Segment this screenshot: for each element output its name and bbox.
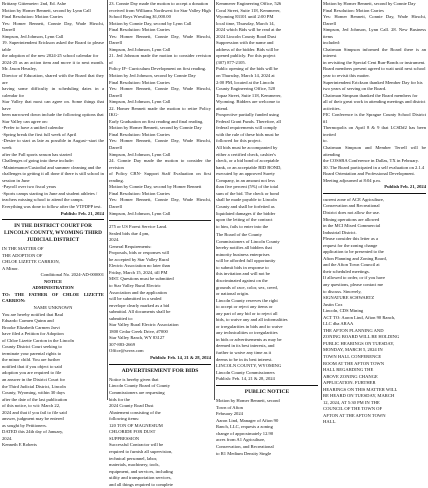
- text-line: 23. Connie Day made the motion to accept a donation: [109, 1, 208, 6]
- text-line: to R1 Medium Density Single: [216, 450, 272, 456]
- notice-divider: [216, 385, 318, 386]
- board-minutes-continued: [2, 1, 104, 211]
- text-line: having some difficulty in scheduling dates in a calendar for: [2, 86, 104, 98]
- publish-line: Publish: Feb. 14, 21 & 28, 2024: [150, 354, 211, 360]
- text-line: Thermopolis on April 8 & 9 that LCSD#2 has been invited: [323, 125, 426, 137]
- text-line: 12, 2024, AT 5:30 PM IN THE: [323, 399, 380, 405]
- text-line: grounds of race, color, sex, creed,: [216, 284, 278, 290]
- text-line: adoption you are required to file: [2, 370, 62, 376]
- text-line: ABOVE ZONING CHANGE: [323, 373, 378, 379]
- text-line: HEARINGS ON THIS MATTER WILL: [323, 386, 398, 392]
- text-line: Star Valley Ranch, WY 83127: [109, 335, 165, 341]
- text-line: bids for the: [109, 396, 130, 402]
- text-line: -Maintenance/Custodial and summer cleaning and the: [2, 164, 102, 170]
- bid-requirements: [109, 224, 211, 355]
- text-line: 2024.: [2, 435, 13, 441]
- text-line: Final Resolution: Motion Carries: [109, 79, 170, 85]
- text-line: received from Williams Northwest for Star Valley High: [109, 7, 211, 13]
- text-line: following items:: [109, 416, 140, 422]
- text-line: year to revisit this matter.: [323, 73, 370, 79]
- text-line: LLC dba ARAA: [323, 321, 354, 327]
- text-line: Challenges of going into these include:: [2, 158, 74, 164]
- text-line: Commissioners of Lincoln County: [216, 238, 280, 244]
- bid-conditions: [216, 232, 318, 383]
- text-line: 2024 which Bids will be read at the: [216, 27, 282, 33]
- text-line: The Board of the County: [216, 232, 262, 238]
- text-line: Office@svrea.com: [109, 348, 144, 354]
- case-number: Conditional No. 2024-AD-000001: [40, 272, 104, 278]
- text-line: further to waive any time as it: [216, 349, 272, 355]
- text-line: February 2024: [216, 411, 243, 417]
- text-line: discriminated against on the: [216, 277, 268, 283]
- text-line: after the Fall sports season has started: [2, 151, 72, 157]
- text-line: Simpson, Jed Johnson, Lynn Call. 28. New Business items: [323, 27, 426, 39]
- text-line: current zone of ACE Agriculture,: [323, 196, 385, 202]
- text-line: local time, Thursday, March 14,: [216, 20, 275, 26]
- text-line: PUBLIC HEARINGS ON TUESDAY,: [323, 340, 395, 346]
- text-line: session in June: [2, 177, 30, 183]
- text-line: 24. Connie Day made the motion to consider the revision: [109, 158, 211, 170]
- text-line: County District Court seeking to: [2, 344, 62, 350]
- text-line: Final Resolution: Motion Carries: [323, 7, 384, 13]
- text-line: in the MCI Mixed Commercial: [323, 223, 381, 229]
- text-line: and the Afton Town Council at: [323, 262, 380, 268]
- advertisement-body: [109, 377, 211, 488]
- text-line: attend.: [216, 105, 229, 111]
- text-line: THE AFTON PLANNING AND: [323, 327, 384, 333]
- text-line: included:: [323, 40, 341, 46]
- text-line: Motion by Connie Day, second by Lynn Call: [109, 20, 192, 26]
- text-line: Brittany Gittemeier: 2nd, Ed. Ashe: [2, 1, 67, 6]
- text-line: SUPPRESSION: [109, 435, 140, 441]
- text-line: Motion by Jed Johnson, second by Connie Day: [109, 73, 196, 79]
- board-motions: [109, 1, 211, 217]
- text-line: COUNCIL OF THE TOWN OF: [323, 406, 383, 412]
- text-line: Star Valley Rural Electric Association: [109, 322, 179, 328]
- text-line: deemed in its best interests, and: [216, 343, 275, 349]
- text-line: to him, fails to enter into the: [216, 223, 269, 229]
- text-line: Simpson, Jed Johnson, Lynn Call: [109, 210, 171, 216]
- text-line: Motion by Homer Bennett, second by Lynn Call: [2, 7, 91, 13]
- public-notice-title: PUBLIC NOTICE: [244, 388, 290, 395]
- text-line: bids, to waive any and all informalities: [216, 317, 288, 323]
- text-line: CHLOE LIZETTE CARRION,: [2, 259, 60, 265]
- text-line: Meeting adjourned at 8:04 p.m.: [323, 177, 381, 183]
- text-line: 21. Jed Johnson made the motion to consider revision of: [109, 53, 211, 65]
- column-2: [109, 0, 211, 487]
- text-line: Chairman Simpson and Member Terrell will be attending: [323, 145, 426, 157]
- text-line: in bids or advertisements as may be: [216, 336, 282, 342]
- board-new-business: [323, 1, 426, 184]
- notice-divider: [109, 364, 211, 365]
- text-line: minority business enterprises: [216, 251, 270, 257]
- text-line: have filed a Petition for Adoption: [2, 331, 64, 337]
- text-line: Yes: Homer Bennett, Connie Day, Wade Hirschi, Darrell: [323, 14, 426, 26]
- column-divider-3: [321, 0, 322, 400]
- text-line: Yes: Homer Bennett, Connie Day, Wade Hirschi, Darrell: [109, 197, 211, 209]
- text-line: CHLORIDE FOR DUST: [109, 429, 156, 435]
- text-line: Simpson, Jed Johnson, Lynn Call: [109, 151, 171, 157]
- matter-caption: [2, 246, 104, 272]
- text-line: IN THE MATTER OF: [2, 246, 44, 252]
- text-line: ACT TO: Aaron Lind, Afton 90 Ranch,: [323, 314, 396, 320]
- text-line: of Policy CBN- Support Staff Evaluation on first reading.: [109, 171, 211, 183]
- text-line: submitted to:: [109, 315, 134, 321]
- text-line: required to furnish all supervision,: [109, 448, 173, 454]
- publish-line: Publish: Feb. 21, 2024: [60, 210, 104, 216]
- text-line: Prospective partially funded using: [216, 112, 279, 118]
- text-line: ROOM AT THE AFTON TOWN: [323, 360, 385, 366]
- text-line: an answer in the District Court for: [2, 376, 66, 382]
- text-line: the Third Judicial District, Lincoln: [2, 383, 66, 389]
- text-line: Yes: Homer Bennett, Connie Day, Wade Hirschi, Darrell: [109, 138, 211, 151]
- text-line: Yes: Homer Bennett, Connie Day, Wade Hirschi, Darrell: [109, 33, 211, 46]
- text-line: Lincoln County Board of County: [109, 383, 170, 389]
- text-line: Aaron Lind, Manager of Afton 90: [216, 417, 279, 423]
- text-line: Federal Grant Funds. Therefore, all: [216, 118, 281, 124]
- text-line: 22. Homer Bennett made the motion to retire Policy IKG-: [109, 105, 211, 118]
- text-line: activities.: [323, 105, 341, 111]
- text-line: Final Resolution: Motion Carries: [2, 14, 63, 20]
- text-line: Town of Afton: [216, 404, 243, 410]
- text-line: the minor child. You are further: [2, 357, 61, 363]
- text-line: APPLICATION. FURTHER: [323, 380, 376, 386]
- text-line: request for the zoning change: [323, 242, 378, 248]
- text-line: Association and the application: [109, 289, 167, 295]
- text-line: application to be presented to the: [323, 249, 384, 255]
- text-line: of this notice, to wit: March 22,: [2, 403, 61, 409]
- text-line: 2024 Lincoln County Road Dust: [216, 33, 276, 39]
- text-line: Mining operations are allowed: [323, 216, 380, 222]
- text-line: check, or a bid bond of acceptable: [216, 158, 279, 164]
- text-line: Publish: Feb. 14, 21 & 28, 2024: [216, 376, 275, 382]
- text-line: 120 TON OF MAGNESIUM: [109, 422, 163, 428]
- text-line: Wyoming 83101 until 2:00 PM: [216, 14, 274, 20]
- text-line: either a certified check, cashier's: [216, 151, 276, 157]
- text-line: Final Resolution: Motion Carries: [109, 190, 170, 196]
- notice-divider: [323, 193, 426, 194]
- text-line: will be afforded full opportunity: [216, 258, 276, 264]
- text-line: A Minor.: [2, 265, 19, 271]
- text-line: Conservation, and Recreational: [216, 443, 274, 449]
- text-line: followed for this project.: [216, 138, 262, 144]
- text-line: address of the bidder. Bids will be: [216, 46, 279, 52]
- text-line: to discuss. Sincerely,: [323, 288, 362, 294]
- court-notice-title: IN THE DISTRICT COURT FOR LINCOLN COUNTY, WYOMING THIRD JUDICIAL DISTRICT: [4, 223, 102, 244]
- text-line: School Boys Wrestling $1,000.00: [109, 14, 171, 20]
- text-line: or irregularities in bids and to waive: [216, 323, 283, 329]
- text-line: any technicalities or irregularities: [216, 330, 278, 336]
- text-line: -Desire to start as late as possible in August--start the week: [2, 138, 104, 151]
- text-line: of Chloe Lizette Carrion in the Lincoln: [2, 337, 74, 343]
- text-line: Yes: Homer Bennett, Connie Day, Wade Hirschi, Darrell: [109, 86, 211, 98]
- column-3: [216, 0, 318, 456]
- text-line: (307) 877-2105.: [216, 59, 246, 65]
- text-line: BE HEARD ON TUESDAY, MARCH: [323, 393, 395, 399]
- text-line: ZONING BOARD WILL BE HOLDING: [323, 334, 400, 340]
- text-line: Lincoln, CDS Mining: [323, 308, 364, 314]
- text-line: to.: [323, 138, 328, 144]
- text-line: 2:00 PM, located at the Lincoln: [216, 79, 275, 85]
- text-line: two years of serving on the Board.: [323, 86, 387, 92]
- text-line: bank, or an acceptable BID BOND,: [216, 164, 282, 170]
- column-divider-1: [107, 0, 108, 400]
- text-line: Topaz Street, Suite 118, Kemmerer,: [216, 92, 282, 98]
- text-line: after the date of the last publication: [2, 396, 68, 402]
- text-line: MONDAY, MARCH 5, 2024 IN: [323, 347, 383, 353]
- notice-subheading: ADMINISTRATION: [32, 285, 74, 291]
- text-line: -Sports camps starting in June and student athletes /: [2, 190, 98, 196]
- text-line: be accepted by Star Valley Rural: [109, 256, 169, 262]
- text-line: all of their great work in attending meetings and district: [323, 99, 426, 105]
- text-line: HALL REGARDING THE: [323, 367, 374, 373]
- text-line: County, Wyoming, within 30 days: [2, 390, 65, 396]
- text-line: -Payroll over two fiscal years: [2, 184, 57, 190]
- text-line: District does not allow the use.: [323, 209, 380, 215]
- text-line: 19. Superintendent Erickson asked the Board to please table: [2, 40, 104, 52]
- text-line: this invitation and will not be: [216, 271, 270, 277]
- text-line: Wyoming. Bidders are welcome to: [216, 99, 280, 105]
- text-line: Coral Street, Suite 118, Kemmerer,: [216, 7, 281, 13]
- text-line: THE ADOPTION OF: [2, 252, 43, 258]
- text-line: Everything was done to follow after the VTFDPP test.: [2, 203, 102, 209]
- text-line: Electric Association no later than: [109, 263, 170, 269]
- column-1: [2, 0, 104, 448]
- text-line: Motion by Homer Bennett, second by Connie Day: [323, 1, 416, 6]
- text-line: County Engineering Office, 520: [216, 86, 276, 92]
- text-line: If allowed to order, or if you have: [323, 275, 386, 281]
- text-line: Final Resolution: Motion Carries: [109, 131, 170, 137]
- text-line: opened publicly. For this project: [216, 53, 276, 59]
- text-line: Final Resolution: Motion Carries: [109, 27, 170, 33]
- text-line: materials, machinery, tools,: [109, 462, 160, 468]
- text-line: Policy IF- Curriculum Development on first reading.: [109, 66, 207, 72]
- text-line: Sealed bids due 4 pm,: [109, 230, 150, 236]
- text-line: their scheduled meetings.: [323, 268, 370, 274]
- text-line: deems to be in its best interest.: [216, 356, 273, 362]
- text-line: Justin Cox: [323, 301, 343, 307]
- text-line: AFTON AT THE AFTON TOWN: [323, 412, 386, 418]
- text-line: Motion by Connie Day, second by Homer Bennett: [109, 184, 202, 190]
- text-line: 307-883-2669: [109, 341, 136, 347]
- text-line: Motion by Homer Bennett, second: [216, 398, 280, 404]
- public-notice-body: [216, 398, 318, 457]
- text-line: on Thursday, March 14, 2024 at: [216, 73, 275, 79]
- text-line: Yes: Homer Bennett, Connie Day, Wade Hirschi, Darrell: [2, 20, 104, 33]
- text-line: executed by an approved Surety: [216, 171, 275, 177]
- text-line: in revisiting the Special Cent Run-Bonds or instrument.: [323, 59, 426, 65]
- text-line: sum of the bid. The check or bond: [216, 190, 279, 196]
- text-line: County and shall be forfeited as: [216, 203, 275, 209]
- text-line: any part of any bid or to reject all: [216, 310, 278, 316]
- text-line: the COSSBA Conference in Dallas, TX in February.: [323, 158, 419, 164]
- text-line: 30. The Board participated in a self evaluation on 2.1.4: [323, 164, 425, 170]
- text-line: been narrowed down include the following options that: [2, 112, 104, 118]
- section-divider: [109, 220, 211, 221]
- text-line: -Spring break the first full week of April: [2, 131, 77, 137]
- text-line: 2024 County Road Dust: [109, 403, 154, 409]
- text-line: Chairman Simpson thanked the Board members for: [323, 92, 418, 98]
- text-line: Director of Education, shared with the Board that they are: [2, 73, 104, 85]
- text-line: answer, judgment may be entered: [2, 416, 64, 422]
- text-line: hereby notifies all bidders that: [216, 245, 272, 251]
- text-line: Board Orientation and Professional Development.: [323, 171, 415, 177]
- text-line: to accept or reject any items or: [216, 304, 273, 310]
- text-line: challenges to getting it all done if there is still school in: [2, 171, 104, 177]
- text-line: 2024 and that if you fail to file said: [2, 409, 67, 415]
- column-4: [323, 0, 426, 425]
- text-line: shall be made payable to Lincoln: [216, 197, 277, 203]
- column-divider-2: [214, 0, 215, 400]
- text-line: teachers missing school to attend the camps.: [2, 197, 84, 203]
- text-line: Lincoln County Commissioners: [216, 369, 275, 375]
- text-line: the adoption of the new 2024-25 school calendar for: [2, 53, 99, 59]
- text-line: to Star Valley Rural Electric: [109, 282, 161, 288]
- text-line: PIC Conference is the Sprague County School District #1: [323, 112, 426, 124]
- text-line: as sought by Petitioners.: [2, 422, 47, 428]
- text-line: any questions, please contact me: [323, 281, 384, 287]
- text-line: Conservation and Recreational: [323, 203, 380, 209]
- text-line: Simpson, Jed Johnson, Lynn Call: [2, 33, 64, 39]
- text-line: Lincoln County reserves the right: [216, 297, 278, 303]
- text-line: 1800 Cedar Creek Drive, #7000: [109, 328, 168, 334]
- text-line: All bids must be accompanied by: [216, 145, 278, 151]
- text-line: Industrial District.: [323, 229, 357, 235]
- text-line: Star Valley can agree on:: [2, 118, 48, 124]
- text-line: and all things required to complete: [109, 481, 173, 487]
- text-line: Suppression with the name and: [216, 40, 274, 46]
- zoning-request-body: [323, 197, 426, 426]
- text-line: technical personnel, labor,: [109, 455, 158, 461]
- text-line: 275 or US Forest Service Land.: [109, 224, 168, 230]
- text-line: MST. Questions must be submitted: [109, 276, 174, 282]
- text-line: Commissioners are requesting: [109, 390, 165, 396]
- text-line: Successful Contractor will be: [109, 442, 164, 448]
- bid-details: [216, 1, 318, 230]
- text-line: terminate your parental rights to: [2, 350, 62, 356]
- text-line: liquidated damages if the bidder: [216, 210, 276, 216]
- text-line: Chairman Simpson informed the Board there is an interest: [323, 46, 426, 59]
- text-line: SIGNATURE SCHWARTZ: [323, 295, 375, 301]
- text-line: acres from A1 Agriculture,: [216, 437, 266, 443]
- text-line: change of approximately 12.90: [216, 430, 274, 436]
- text-line: Ranch, LLC, requests a zoning: [216, 424, 273, 430]
- text-line: Kenneth E Roberts: [2, 442, 37, 448]
- text-line: Simpson, Jed Johnson, Lynn Call: [109, 46, 171, 52]
- text-line: Please consider this letter as a: [323, 236, 378, 242]
- text-line: envelope clearly marked as a bid: [109, 302, 170, 308]
- text-line: than five percent (5%) of the total: [216, 184, 279, 190]
- text-line: Star Valley that most can agree on. Some things that have: [2, 99, 104, 111]
- text-line: Kemmerer Engineering Office, 526: [216, 1, 282, 6]
- text-line: Simpson, Jed Johnson, Lynn Call: [109, 99, 171, 105]
- text-line: notified that if you object to said: [2, 363, 62, 369]
- court-notice-body: [2, 312, 104, 449]
- text-line: LINCOLN COUNTY, WYOMING: [216, 363, 282, 369]
- text-line: DATED this 24th day of January,: [2, 429, 64, 435]
- publish-line: Publish Feb. 21, 2024: [384, 184, 426, 190]
- text-line: with the rule of these bids must be: [216, 131, 280, 137]
- text-line: upon the letting of the contract: [216, 217, 273, 223]
- text-line: Notice is hereby given that: [109, 376, 159, 382]
- text-line: Friday, March 15, 2024, till PM: [109, 269, 168, 275]
- text-line: Proposals, bids or responses will: [109, 250, 170, 256]
- text-line: Eduardo Carmen Quinn and: [2, 318, 54, 324]
- recipient-name: NAME UNKNOWN: [33, 304, 73, 310]
- text-line: Brooke Elizabeth Carmen Jarvi: [2, 324, 60, 330]
- text-line: TOWN HALL CONFERENCE: [323, 353, 382, 359]
- text-line: or national origin.: [216, 291, 250, 297]
- text-line: federal requirements will comply: [216, 125, 278, 131]
- text-line: You are hereby notified that Raul: [2, 311, 64, 317]
- text-line: Abatement consisting of the: [109, 409, 161, 415]
- notice-heading: NOTICE: [43, 278, 63, 284]
- text-line: equipment, and services, including: [109, 468, 173, 474]
- text-line: Afton Planning and Zoning Board,: [323, 255, 387, 261]
- text-line: Company, in an amount not less: [216, 177, 275, 183]
- text-line: Motion by Homer Bennett, second by Connie Day: [109, 125, 202, 131]
- text-line: 2024.: [109, 237, 120, 243]
- text-line: 2024-25 as an action item and move it to next month. Mr. Jason Heusley,: [2, 59, 104, 72]
- text-line: HALL.: [323, 419, 337, 425]
- advertisement-title: ADVERTISEMENT FOR BIDS: [121, 367, 199, 374]
- text-line: to submit bids in response to: [216, 264, 269, 270]
- text-line: Public opening of the bids will be: [216, 66, 279, 72]
- text-line: Board members present agreed to wait until next school: [323, 66, 426, 72]
- notice-divider: [2, 219, 104, 220]
- text-line: will be submitted in a sealed: [109, 296, 162, 302]
- text-line: General Requirements:: [109, 243, 152, 249]
- text-line: Superintendent Erickson thanked Member Day for his: [323, 79, 423, 85]
- text-line: utility and transportation services,: [109, 475, 172, 481]
- text-line: submittal. All documents shall be: [109, 309, 171, 315]
- text-line: -Prefer to have a unified calendar: [2, 125, 64, 131]
- notice-recipient: TO: THE FATHER OF CHLOE LIZETTE CARRION:: [2, 291, 104, 304]
- text-line: Early Graduation on first reading and final reading.: [109, 118, 204, 124]
